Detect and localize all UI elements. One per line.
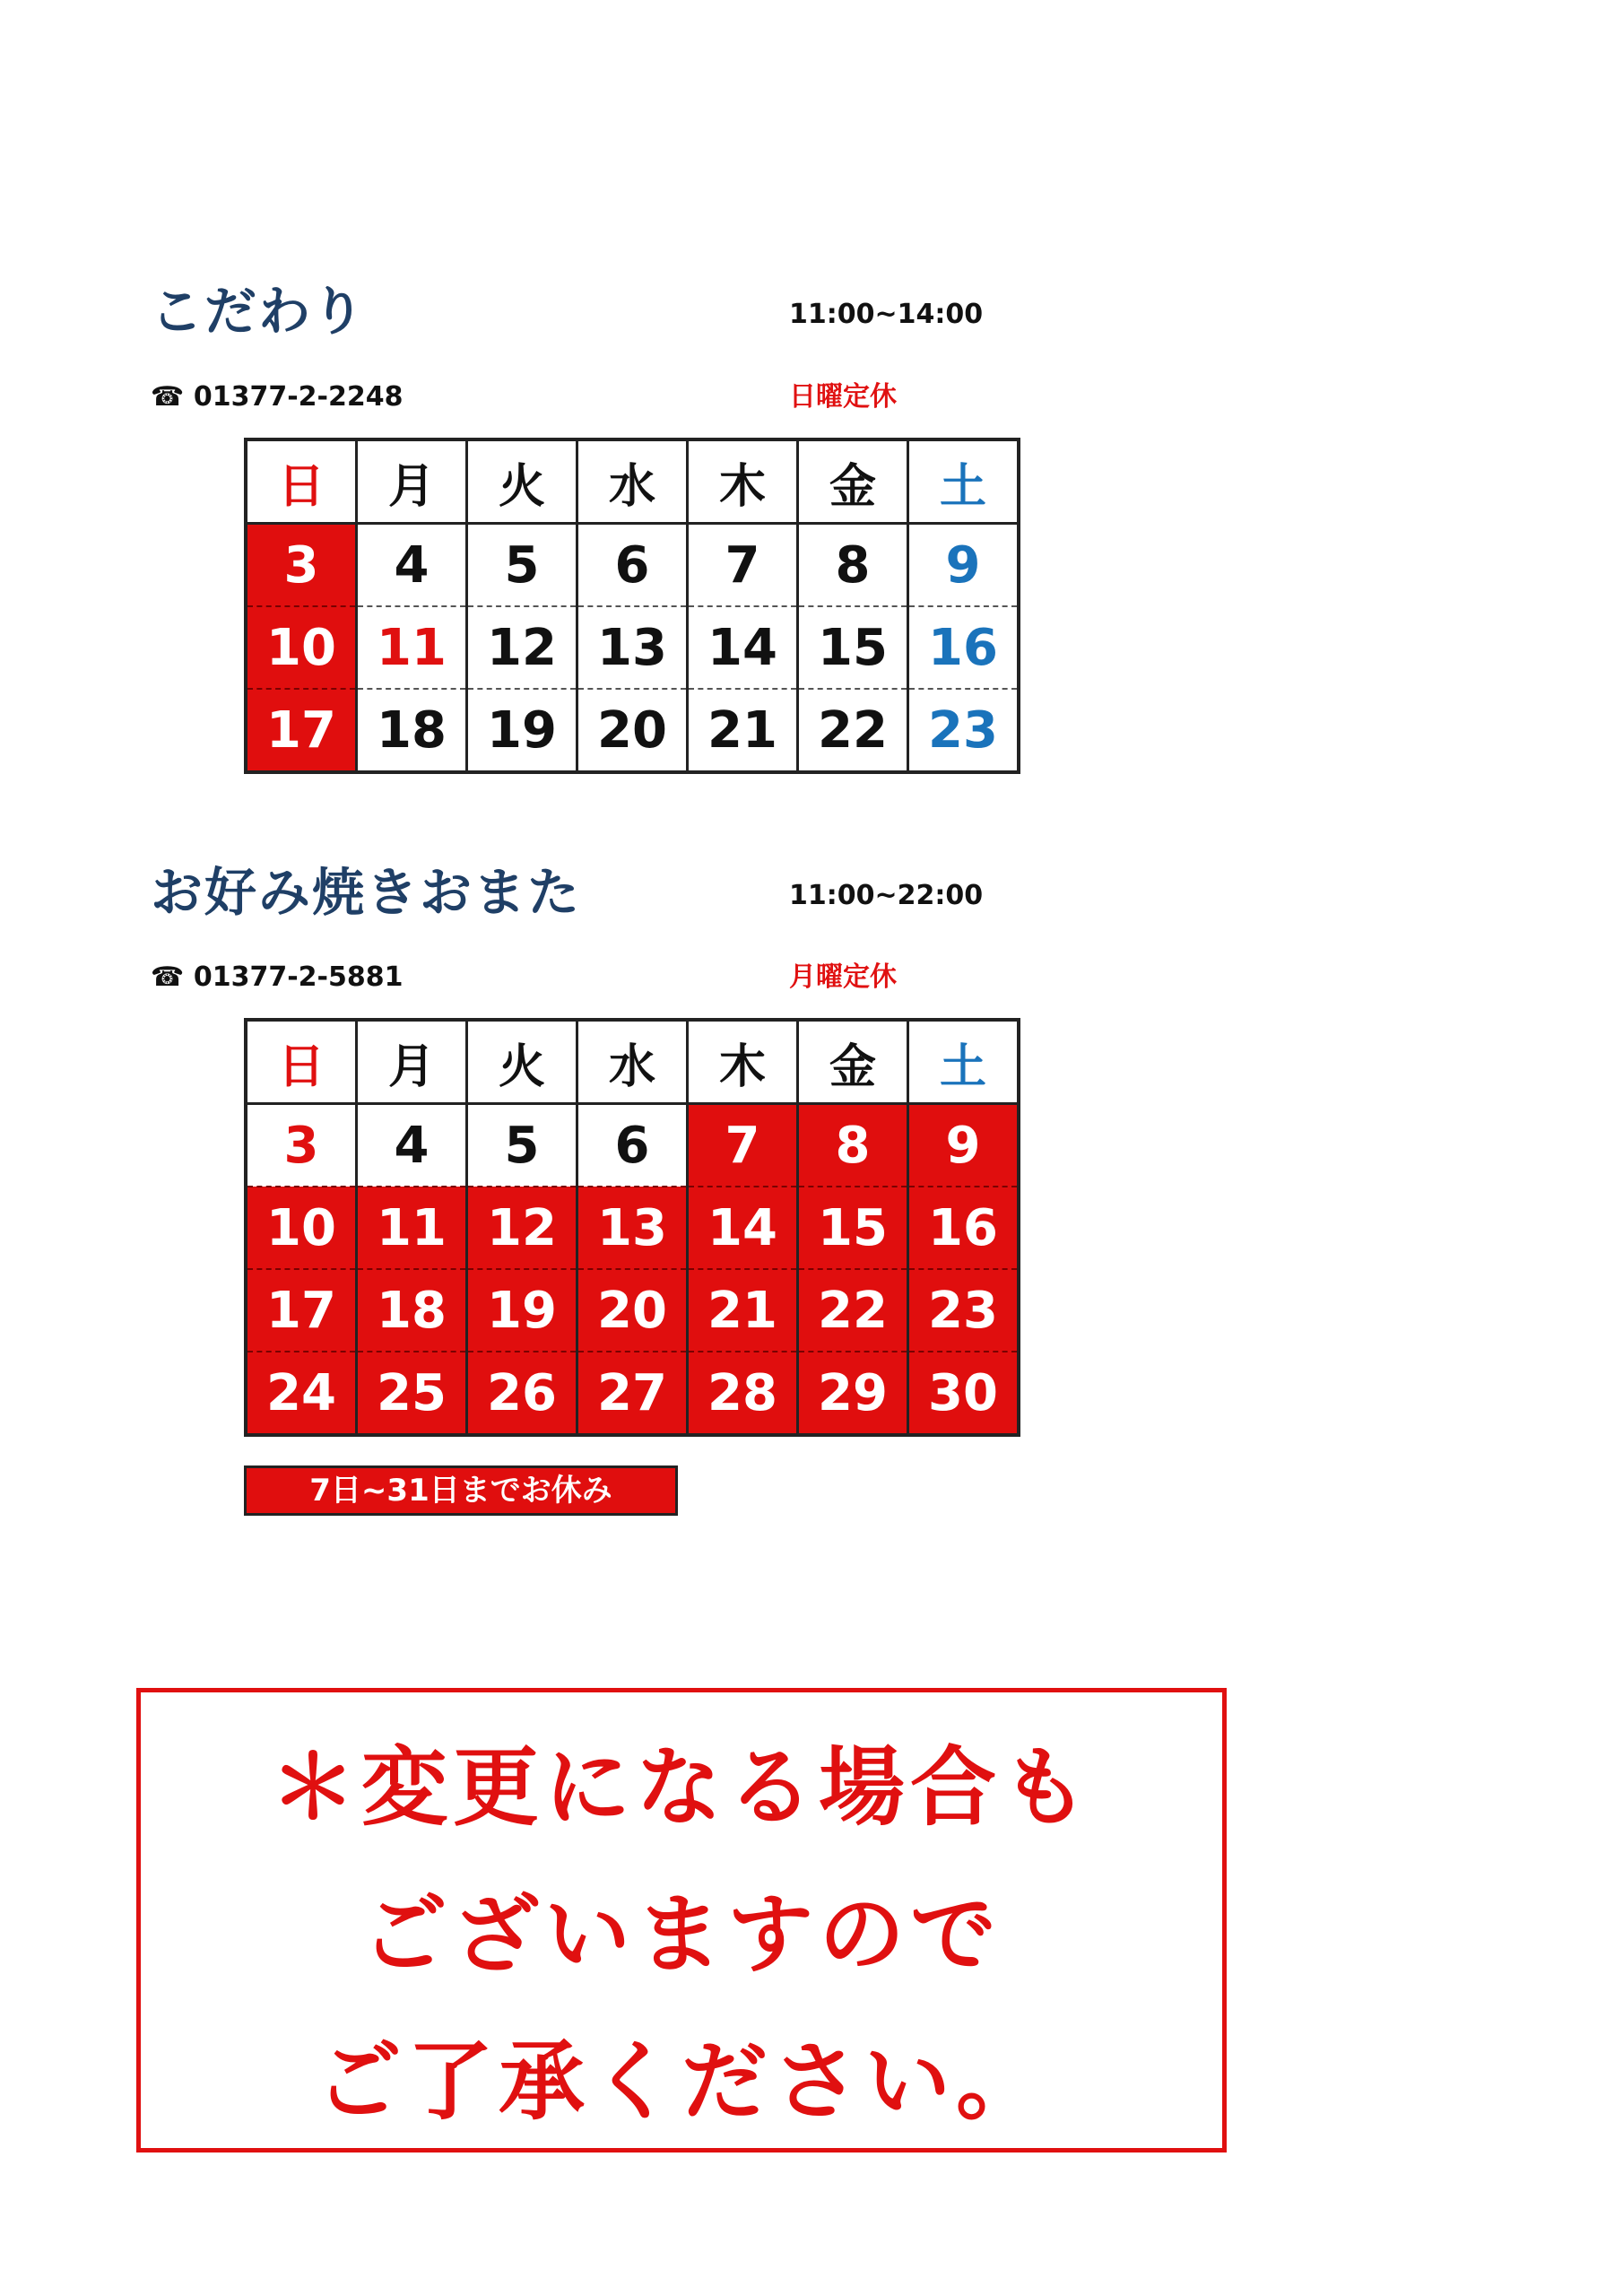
calendar-day-cell: 9 <box>908 1104 1020 1187</box>
calendar-day-cell: 6 <box>577 1104 688 1187</box>
calendar-day-cell: 20 <box>577 689 688 772</box>
calendar-day-cell: 4 <box>357 1104 467 1187</box>
shop2-hours: 11:00~22:00 <box>789 880 984 911</box>
notice-line-1: ＊変更になる場合も <box>270 1737 1093 1838</box>
weekday-header: 水 <box>577 439 688 524</box>
calendar-day-cell: 11 <box>357 1187 467 1269</box>
calendar-day-cell: 6 <box>577 524 688 607</box>
phone-icon: ☎ <box>151 381 185 413</box>
calendar-week-row <box>246 1104 1019 1187</box>
calendar-day-cell: 12 <box>467 1187 577 1269</box>
calendar-day-cell: 16 <box>908 1187 1020 1269</box>
calendar-week-row <box>246 1187 1019 1269</box>
shop2-phone <box>151 961 404 993</box>
calendar-day-cell: 5 <box>467 524 577 607</box>
calendar-week-row <box>246 606 1019 689</box>
calendar-week-row <box>246 1352 1019 1435</box>
calendar-day-cell: 11 <box>357 606 467 689</box>
calendar-day-cell: 27 <box>577 1352 688 1435</box>
weekday-header: 日 <box>246 439 357 524</box>
weekday-header: 土 <box>908 1020 1020 1104</box>
calendar-day-cell: 15 <box>798 1187 908 1269</box>
calendar-day-cell: 21 <box>688 689 798 772</box>
weekday-header: 木 <box>688 439 798 524</box>
weekday-header: 火 <box>467 1020 577 1104</box>
calendar-day-cell: 3 <box>246 1104 357 1187</box>
notice-box <box>136 1688 1227 2152</box>
calendar-week-row <box>246 689 1019 772</box>
weekday-header: 木 <box>688 1020 798 1104</box>
shop2-closed-note: 月曜定休 <box>789 961 897 993</box>
weekday-header: 金 <box>798 1020 908 1104</box>
calendar-day-cell: 15 <box>798 606 908 689</box>
calendar-day-cell: 26 <box>467 1352 577 1435</box>
calendar-day-cell: 24 <box>246 1352 357 1435</box>
calendar-day-cell: 19 <box>467 689 577 772</box>
weekday-header: 月 <box>357 1020 467 1104</box>
shop1-calendar <box>244 438 1020 774</box>
calendar-day-cell: 10 <box>246 1187 357 1269</box>
calendar-day-cell: 19 <box>467 1269 577 1352</box>
calendar-day-cell: 25 <box>357 1352 467 1435</box>
calendar-day-cell: 7 <box>688 524 798 607</box>
calendar-day-cell: 12 <box>467 606 577 689</box>
shop1-phone <box>151 381 404 413</box>
phone-icon: ☎ <box>151 961 185 993</box>
weekday-header: 月 <box>357 439 467 524</box>
calendar-day-cell: 3 <box>246 524 357 607</box>
calendar-day-cell: 13 <box>577 1187 688 1269</box>
calendar-day-cell: 22 <box>798 1269 908 1352</box>
weekday-header: 金 <box>798 439 908 524</box>
calendar-day-cell: 21 <box>688 1269 798 1352</box>
weekday-header: 日 <box>246 1020 357 1104</box>
shop2-calendar <box>244 1018 1020 1437</box>
weekday-header-row <box>246 439 1019 524</box>
shop1-hours: 11:00~14:00 <box>789 299 984 330</box>
calendar-day-cell: 13 <box>577 606 688 689</box>
weekday-header-row <box>246 1020 1019 1104</box>
weekday-header: 土 <box>908 439 1020 524</box>
shop1-title: こだわり <box>151 281 367 342</box>
calendar-day-cell: 14 <box>688 606 798 689</box>
notice-line-2: ございますので <box>361 1884 1002 1985</box>
calendar-day-cell: 4 <box>357 524 467 607</box>
calendar-day-cell: 20 <box>577 1269 688 1352</box>
shop1-closed-note: 日曜定休 <box>789 381 897 413</box>
calendar-day-cell: 14 <box>688 1187 798 1269</box>
shop1-phone-number: 01377-2-2248 <box>193 381 404 413</box>
calendar-day-cell: 17 <box>246 689 357 772</box>
calendar-day-cell: 9 <box>908 524 1020 607</box>
calendar-day-cell: 8 <box>798 524 908 607</box>
shop2-vacation-note: 7日~31日までお休み <box>244 1465 678 1516</box>
calendar-day-cell: 7 <box>688 1104 798 1187</box>
calendar-week-row <box>246 524 1019 607</box>
calendar-day-cell: 18 <box>357 689 467 772</box>
calendar-day-cell: 23 <box>908 689 1020 772</box>
calendar-week-row <box>246 1269 1019 1352</box>
calendar-day-cell: 18 <box>357 1269 467 1352</box>
notice-line-3: ご了承ください。 <box>316 2031 1047 2132</box>
calendar-day-cell: 29 <box>798 1352 908 1435</box>
calendar-day-cell: 17 <box>246 1269 357 1352</box>
weekday-header: 水 <box>577 1020 688 1104</box>
calendar-day-cell: 22 <box>798 689 908 772</box>
calendar-day-cell: 5 <box>467 1104 577 1187</box>
calendar-day-cell: 10 <box>246 606 357 689</box>
weekday-header: 火 <box>467 439 577 524</box>
calendar-day-cell: 23 <box>908 1269 1020 1352</box>
calendar-day-cell: 30 <box>908 1352 1020 1435</box>
shop2-title: お好み焼きおまた <box>151 862 582 923</box>
calendar-day-cell: 16 <box>908 606 1020 689</box>
calendar-day-cell: 28 <box>688 1352 798 1435</box>
calendar-day-cell: 8 <box>798 1104 908 1187</box>
shop2-phone-number: 01377-2-5881 <box>193 961 404 993</box>
